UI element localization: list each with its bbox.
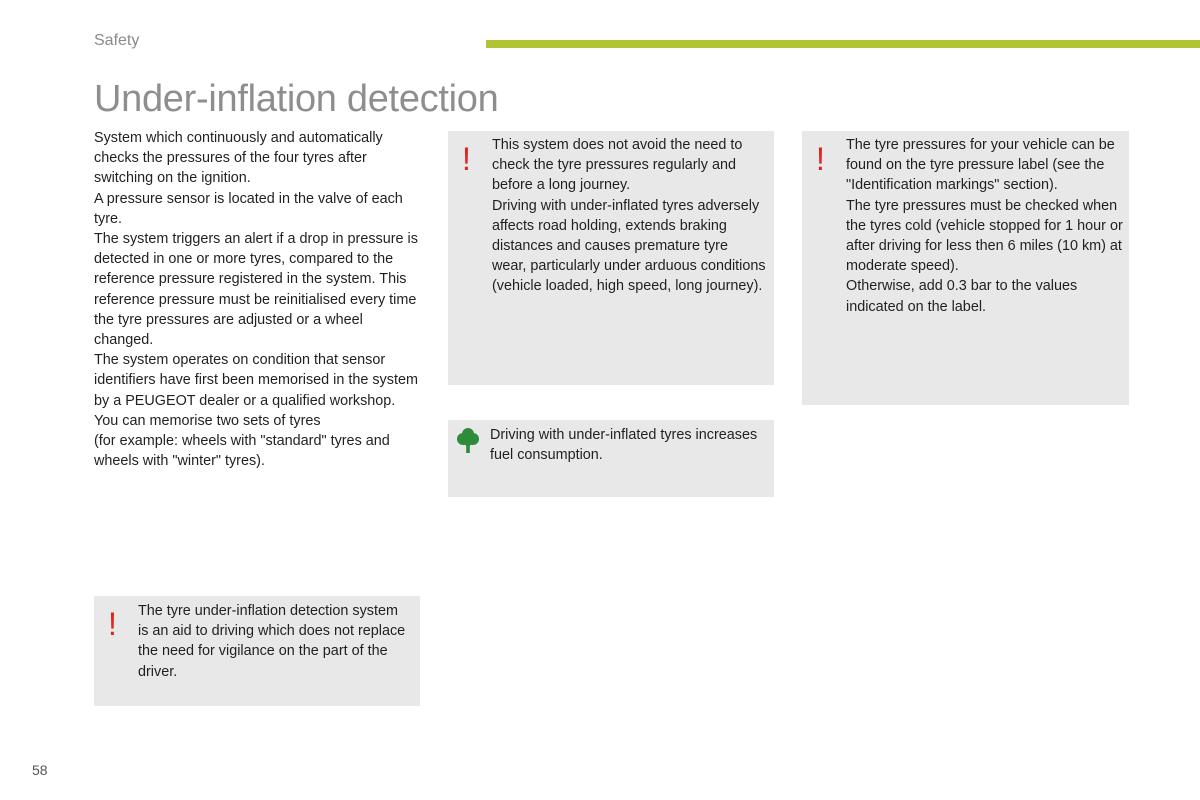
warning-paragraph: The tyre pressures must be checked when the tyres cold (vehicle stopped for 1 hour or after driving for less then 6 miles (10 km) at moderate speed).	[846, 197, 1123, 275]
intro-paragraph: The system triggers an alert if a drop in pressure is detected in one or more tyres, compared to the reference pressure registered in the system. This reference pressure must be reinitialised every time the tyre pressures are adjusted or a wheel changed.	[94, 231, 418, 349]
warning-box-pressures	[802, 131, 1129, 405]
intro-paragraph: A pressure sensor is located in the valve of each tyre.	[94, 190, 403, 227]
warning-paragraph: Driving with under-inflated tyres adversely affects road holding, extends braking distances and causes premature tyre wear, particularly under arduous conditions (vehicle loaded, high speed, long journey).	[492, 197, 766, 295]
header-accent-bar	[486, 40, 1200, 48]
warning-text: The tyre under-inflation detection system is an aid to driving which does not replace the need for vigilance on the part of the driver.	[138, 603, 406, 680]
warning-paragraph: This system does not avoid the need to check the tyre pressures regularly and before a long journey.	[492, 137, 743, 194]
intro-paragraph: The system operates on condition that sensor identifiers have first been memorised in the system by a PEUGEOT dealer or a qualified workshop.	[94, 352, 418, 409]
page-number: 58	[32, 762, 48, 778]
warning-text	[846, 135, 1124, 317]
warning-icon: !	[462, 141, 471, 177]
warning-icon: !	[108, 606, 117, 642]
warning-paragraph: Otherwise, add 0.3 bar to the values indicated on the label.	[846, 278, 1078, 315]
warning-icon: !	[816, 141, 825, 177]
warning-paragraph: The tyre pressures for your vehicle can be found on the tyre pressure label (see the "Identification markings" section).	[846, 137, 1115, 194]
section-label: Safety	[94, 32, 140, 49]
warning-box-checks	[448, 131, 774, 385]
intro-text	[94, 128, 424, 471]
intro-paragraph: System which continuously and automatically checks the pressures of the four tyres after switching on the ignition.	[94, 130, 383, 187]
warning-text	[492, 135, 766, 297]
eco-text: Driving with under-inflated tyres increases fuel consumption.	[490, 427, 758, 464]
eco-box	[448, 420, 774, 497]
intro-paragraph: You can memorise two sets of tyres	[94, 412, 321, 429]
warning-box-aid	[94, 596, 420, 706]
tree-icon	[456, 428, 480, 454]
page-title: Under-inflation detection	[94, 78, 499, 120]
intro-paragraph: (for example: wheels with "standard" tyres and wheels with "winter" tyres).	[94, 433, 390, 470]
